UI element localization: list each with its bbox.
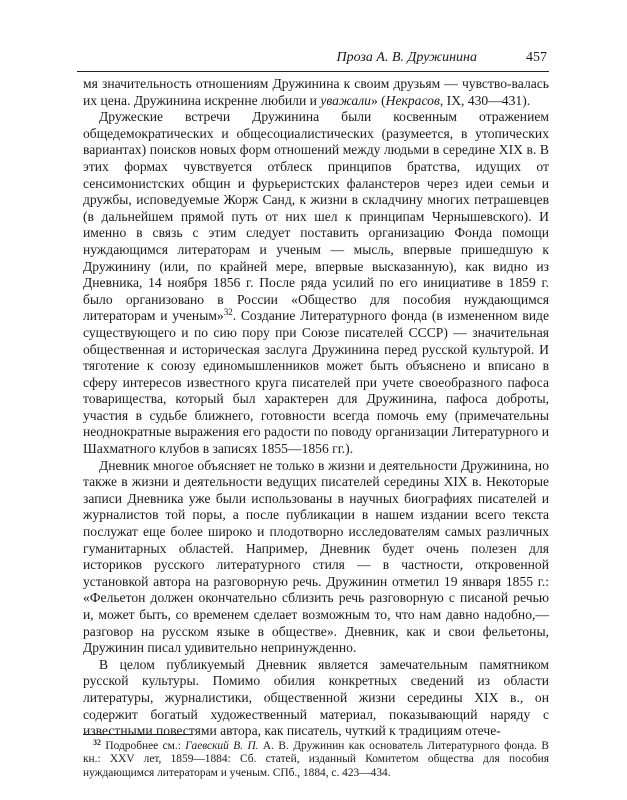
footnote-reference: 32 (223, 307, 233, 318)
page-header (77, 49, 549, 72)
text-run: А. В. Дружинин как основатель Литературного фонда. В кн.: XXV лет, 1859—1884: Сб. статей, изданный Комитетом общества для пособия нуждающимся литераторам и ученым. СПб., 1884, с. 423—434. (83, 740, 549, 779)
paragraph (83, 109, 549, 457)
running-title: Проза А. В. Дружинина (336, 50, 477, 65)
text-run: Подробнее см.: (101, 740, 186, 752)
text-run: IX, 430—431). (443, 92, 531, 108)
text-run: . Создание Литературного фонда (в измененном виде существующего и по сию пору при Союзе писателей СССР) — значительная общественная и историческая заслуга Дружинина перед русской культурой. И тяготение к союзу единомышленников может быть объяснено и вписано в сферу интересов известного круга писателей при учете своеобразного пафоса товарищества, который был характерен для Дружинина, пафоса доброты, участия в судьбе ближнего, готовности всегда помочь ему (примечательны неоднократные выражения его радости по поводу организации Литературного и Шахматного клубов в записях 1855—1856 гг.). (83, 308, 549, 457)
paragraph: Дневник многое объясняет не только в жизни и деятельности Дружинина, но также в жизни и деятельности ведущих писателей середины XIX в. Некоторые записи Дневника уже были использованы в научных биографиях писателей и журналистов той поры, а после публикации в нашем издании всего текста послужат еще более широко и плодотворно исследователям самых различных гуманитарных областей. Например, Дневник будет очень полезен для историков русского литературного стиля — в частности, откровенной установкой автора на разговорную речь. Дружинин отметил 19 января 1855 г.: «Фельетон должен окончательно сблизить речь разговорную с писаной речью и, может быть, со временем сделает возможным то, что нам давно надобно,— разговор на русском языке в обществе». Дневник, как и свои фельетоны, Дружинин писал удивительно непринужденно. (83, 457, 549, 656)
paragraph (83, 76, 549, 109)
footnote (83, 740, 549, 780)
citation-author: Некрасов, (385, 92, 444, 108)
footnote-number: 32 (93, 738, 101, 747)
main-text (83, 76, 549, 740)
italic-text: уважали (320, 92, 371, 108)
footnote-divider (83, 734, 193, 735)
text-run: Дружеские встречи Дружинина были косвенным отражением общедемократических и общесоциалистических (разумеется, в утопических вариантах) поисков новых форм отношений между людьми в середине XIX в. В этих формах чувствуется отблеск принципов братства, идущих от сенсимонистских общин и фурьеристских фаланстеров через идеи семьи и дружбы, исповедуемые Жорж Санд, к жизни в складчину многих петрашевцев (в дальнейшем прямой путь от них шел к принципам Чернышевского). И именно в связь с этим следует поставить организацию Фонда помощи нуждающимся литераторам и ученым — мысль, впервые пришедшую к Дружинину (или, по крайней мере, впервые высказанную), как видно из Дневника, 14 ноября 1856 г. После ряда усилий по его инициативе в 1859 г. было организовано в России «Общество для пособия нуждающимся литераторам и ученым» (83, 109, 549, 324)
paragraph: В целом публикуемый Дневник является замечательным памятником русской культуры. Помимо обилия конкретных сведений из области литературы, журналистики, общественной жизни середины XIX в., он содержит богатый художественный материал, показывающий наряду с известными повестями автора, как писатель, чуткий к традициям отече- (83, 656, 549, 739)
footnote-author: Гаевский В. П. (185, 740, 259, 752)
text-run: мя значительность отношениям Дружинина к своим друзьям — чувство-валась их цена. Дружинина искренне любили и (83, 76, 549, 108)
page-number: 457 (526, 50, 547, 65)
text-run: » ( (370, 92, 386, 108)
